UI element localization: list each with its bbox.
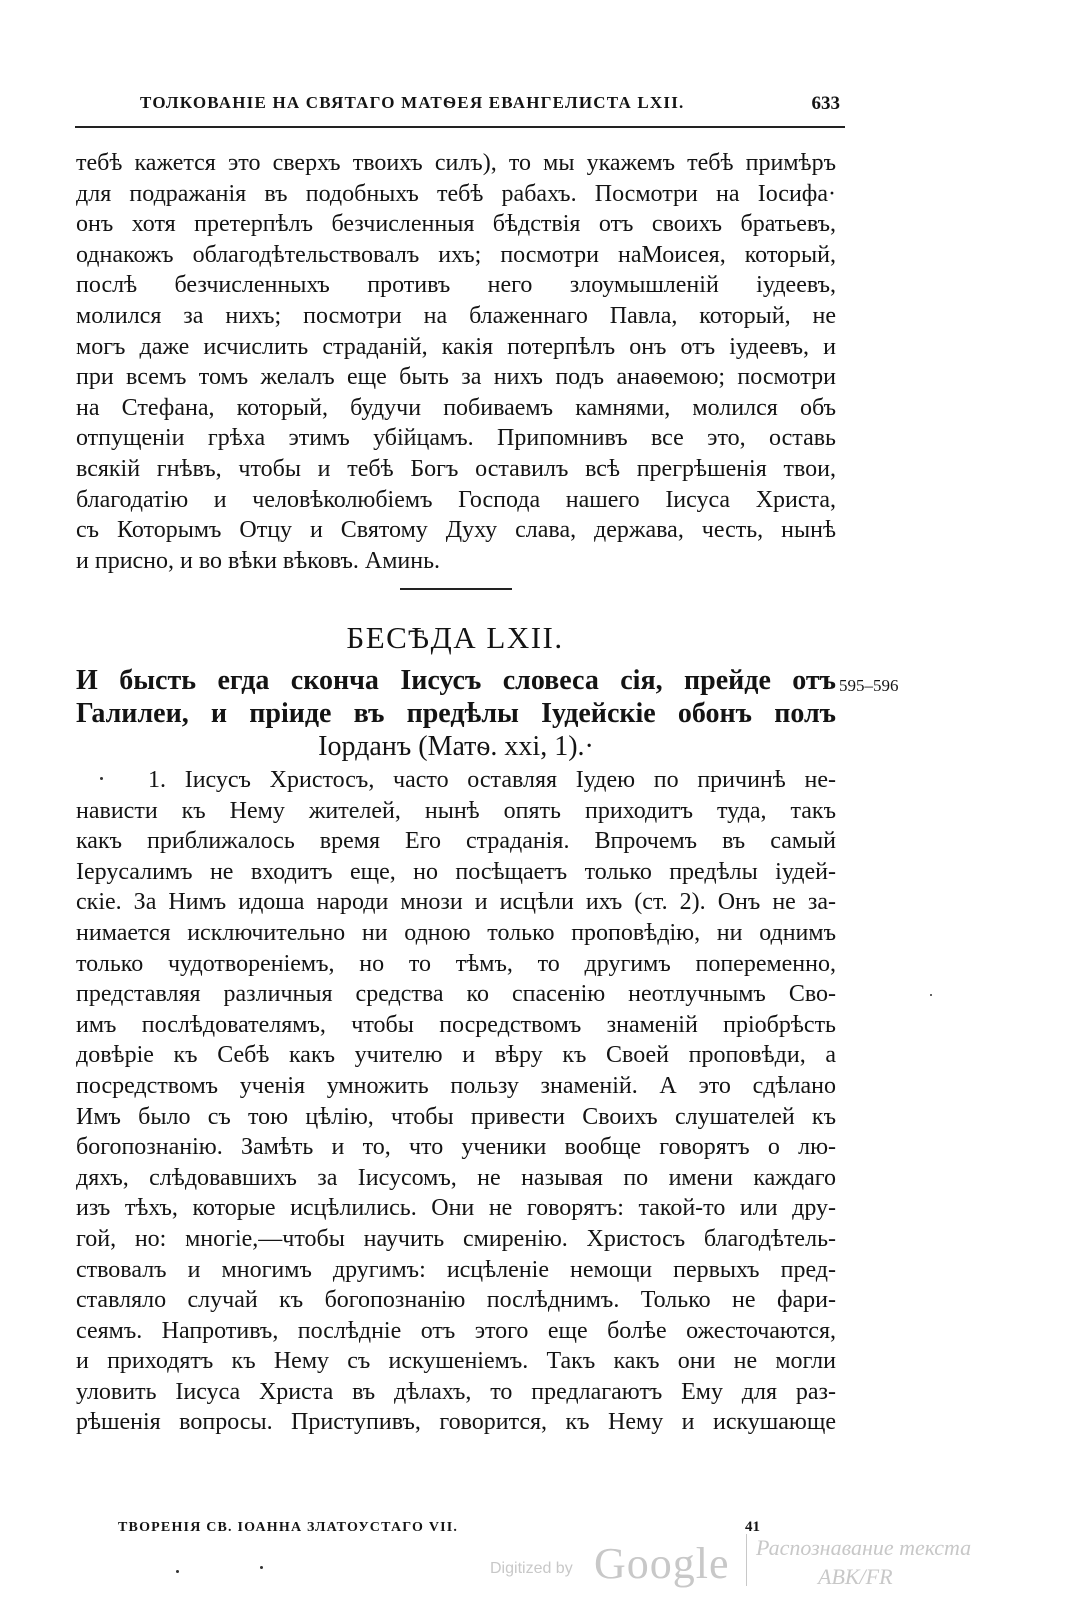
- text-line: изъ тѣхъ, которые исцѣлились. Они не говорятъ: такой-то или дру-: [76, 1195, 836, 1222]
- digitizer-logo: Google: [594, 1539, 730, 1588]
- watermark-divider: [746, 1534, 747, 1586]
- text-line: съ Которымъ Отцу и Святому Духу слава, держава, честь, нынѣ: [76, 517, 836, 544]
- text-line: представляя различныя средства ко спасенію неотлучнымъ Сво-: [76, 981, 836, 1008]
- text-line: довѣріе къ Себѣ какъ учителю и вѣру къ Своей проповѣди, а: [76, 1042, 836, 1069]
- text-line: посредствомъ ученія умножить пользу знаменій. А это сдѣлано: [76, 1072, 836, 1099]
- text-line: и приходятъ къ Нему съ искушеніемъ. Такъ какъ они не могли: [76, 1348, 836, 1375]
- text-line: рѣшенія вопросы. Приступивъ, говорится, къ Нему и искушающе: [76, 1409, 836, 1436]
- ocr-credit-line: ABK/FR: [818, 1564, 893, 1589]
- text-line: скіе. За Нимъ идоша народи мнози и исцѣли ихъ (ст. 2). Онъ не за-: [76, 889, 836, 916]
- text-line: гой, но: многіе,—чтобы научить смиренію. Христосъ благодѣтель-: [76, 1225, 836, 1252]
- sheet-number: 41: [745, 1519, 760, 1535]
- text-line: только чудотвореніемъ, но то тѣмъ, то другимъ попеременно,: [76, 950, 836, 977]
- text-line: уловить Іисуса Христа въ дѣлахъ, то предлагаютъ Ему для раз-: [76, 1378, 836, 1405]
- page-number: 633: [811, 93, 840, 114]
- verse-line: Галилеи, и пріиде въ предѣлы Іудейскіе обонъ полъ: [76, 698, 836, 729]
- text-line: однакожъ облагодѣтельствовалъ ихъ; посмотри наМоисея, который,: [76, 241, 836, 268]
- sermon-body: [76, 765, 836, 1438]
- print-speck: [100, 777, 103, 780]
- scripture-verse: [76, 664, 836, 763]
- text-line: дяхъ, слѣдовавшихъ за Іисусомъ, не называя по имени каждаго: [76, 1164, 836, 1191]
- text-line: послѣ безчисленныхъ противъ него злоумышленій іудеевъ,: [76, 272, 836, 299]
- header-rule: [75, 126, 845, 128]
- text-line: при всемъ томъ желалъ еще быть за нихъ подъ анаѳемою; посмотри: [76, 364, 836, 391]
- text-line: ствовалъ и многимъ другимъ: исцѣленіе немощи первыхъ пред-: [76, 1256, 836, 1283]
- print-speck: [930, 994, 932, 996]
- text-line: ставляло случай къ богопознанію послѣднимъ. Только не фари-: [76, 1287, 836, 1314]
- print-speck: [260, 1566, 263, 1569]
- running-header: [140, 93, 840, 113]
- print-speck: [176, 1570, 179, 1573]
- text-line: нависти къ Нему жителей, нынѣ опять приходитъ туда, такъ: [76, 797, 836, 824]
- verse-line: И бысть егда сконча Іисусъ словеса сія, прейде отъ: [76, 665, 836, 696]
- text-line: 1. Іисусъ Христосъ, часто оставляя Іудею по причинѣ не-: [148, 767, 836, 793]
- text-line: молился за нихъ; посмотри на блаженнаго Павла, который, не: [76, 302, 836, 329]
- closing-paragraph: [76, 148, 836, 576]
- ocr-credit: [756, 1533, 1026, 1591]
- running-title: ТОЛКОВАНІЕ НА СВЯТАГО МАТѲЕЯ ЕВАНГЕЛИСТА LXII.: [140, 93, 685, 112]
- text-line: и присно, и во вѣки вѣковъ. Аминь.: [76, 547, 441, 574]
- text-line: онъ хотя претерпѣлъ безчисленныя бѣдствія отъ своихъ братьевъ,: [76, 211, 836, 238]
- signature-line: ТВОРЕНІЯ СВ. ІОАННА ЗЛАТОУСТАГО VII.: [118, 1520, 459, 1535]
- text-line: на Стефана, который, будучи побиваемъ камнями, молился объ: [76, 394, 836, 421]
- text-line: сеямъ. Напротивъ, послѣдніе отъ этого еще болѣе ожесточаются,: [76, 1317, 836, 1344]
- text-line: благодатію и человѣколюбіемъ Господа нашего Іисуса Христа,: [76, 486, 836, 513]
- text-line: могъ даже исчислить страданій, какія потерпѣлъ онъ отъ іудеевъ, и: [76, 333, 836, 360]
- text-line: богопознанію. Замѣть и то, что ученики вообще говорятъ о лю-: [76, 1134, 836, 1161]
- text-line: нимается исключительно ни одною только проповѣдію, ни однимъ: [76, 919, 836, 946]
- sermon-title: БЕСѢДА LXII.: [346, 620, 564, 655]
- text-line: для подражанія въ подобныхъ тебѣ рабахъ. Посмотри на Іосифа·: [76, 180, 836, 207]
- text-line: отпущеніи грѣха этимъ убійцамъ. Припомнивъ все это, оставь: [76, 425, 836, 452]
- margin-reference: 595–596: [839, 676, 899, 695]
- text-line: тебѣ кажется это сверхъ твоихъ силъ), то мы укажемъ тебѣ примѣръ: [76, 150, 836, 176]
- text-line: Іерусалимъ не входитъ еще, но посѣщаетъ только предѣлы іудей-: [76, 858, 836, 885]
- text-line: какъ приближалось время Его страданія. Впрочемъ въ самый: [76, 828, 836, 855]
- text-line: всякій гнѣвъ, чтобы и тебѣ Богъ оставилъ всѣ прегрѣшенія твои,: [76, 455, 836, 482]
- ocr-credit-line: Распознавание текста: [756, 1535, 972, 1560]
- digitized-by-label: Digitized by: [490, 1560, 573, 1577]
- verse-line: Іорданъ (Матѳ. ххі, 1).·: [318, 731, 594, 762]
- text-line: Имъ было съ тою цѣлію, чтобы привести Своихъ слушателей къ: [76, 1103, 836, 1130]
- text-line: имъ послѣдователямъ, чтобы посредствомъ знаменій пріобрѣсть: [76, 1011, 836, 1038]
- section-divider: [400, 588, 512, 590]
